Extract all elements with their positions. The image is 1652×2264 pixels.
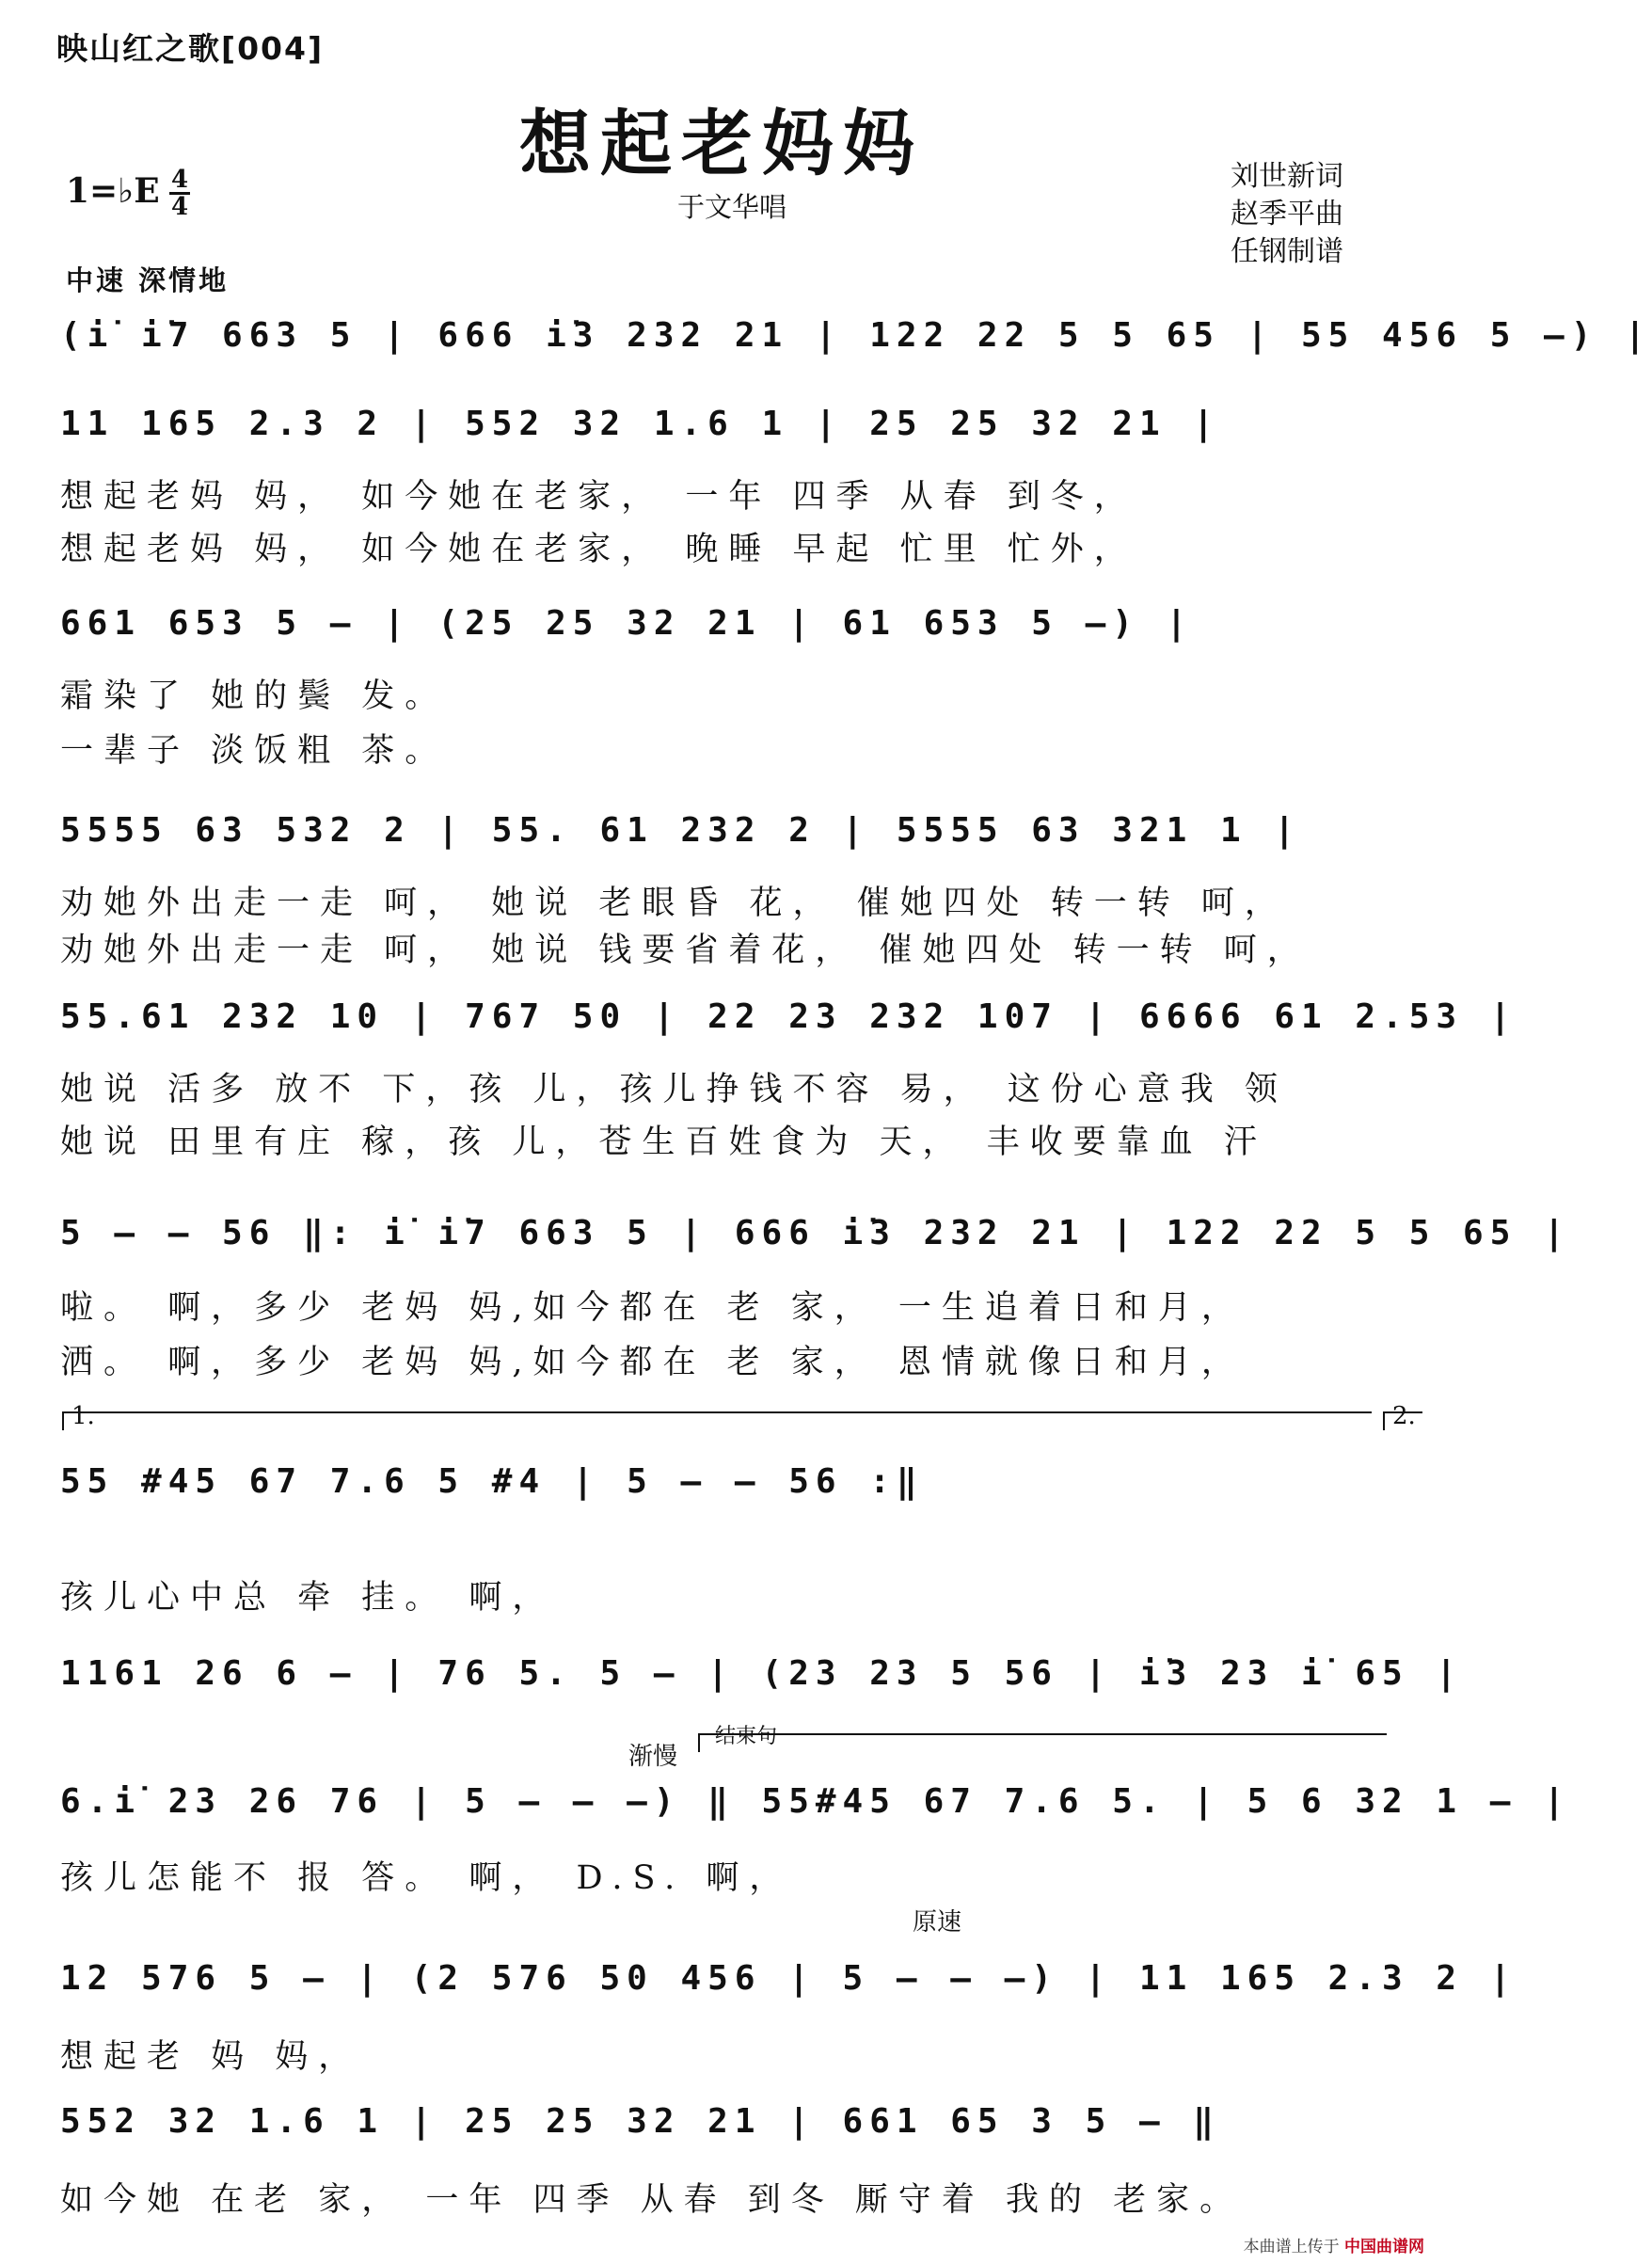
notation-row-4: 5555 63 532 2 | 55. 61 232 2 | 5555 63 321 1 | [60, 811, 1301, 850]
ending-label: 结束句 [715, 1725, 778, 1748]
footer-site[interactable]: 中国曲谱网 [1344, 2238, 1424, 2256]
lyric-row-9: 孩儿怎能不 报 答。 啊， D.S. 啊， [60, 1859, 793, 1897]
volta-2-label: 2. [1392, 1402, 1416, 1430]
credits [1231, 158, 1343, 271]
lyric-row-3-verse-2: 一辈子 淡饭粗 茶。 [60, 732, 449, 770]
lyric-row-5-verse-2: 她说 田里有庄 稼，孩 儿，苍生百姓食为 天， 丰收要靠血 汗 [60, 1124, 1267, 1161]
time-signature-top: 4 [170, 166, 189, 194]
notation-row-8: 1161 26 6 – | 76 5. 5 – | (23 23 5 56 | i̇3 23 i̇ 65 | [60, 1654, 1464, 1693]
lyric-row-2-verse-2: 想起老妈 妈， 如今她在老家， 晚睡 早起 忙里 忙外， [60, 531, 1137, 568]
notation-row-7: 55 #45 67 7.6 5 #4 | 5 – – 56 :‖ [60, 1462, 924, 1501]
notation-row-11: 552 32 1.6 1 | 25 25 32 21 | 661 65 3 5 – ‖ [60, 2102, 1220, 2141]
ritardando-mark: 渐慢 [628, 1743, 678, 1771]
notation-row-5: 55.61 232 10 | 767 50 | 22 23 232 107 | 6666 61 2.53 | [60, 997, 1517, 1036]
time-signature [169, 167, 190, 219]
lyric-row-7: 孩儿心中总 牵 挂。 啊， [60, 1579, 556, 1617]
lyric-row-6-verse-2: 洒。 啊，多少 老妈 妈,如今都在 老 家， 恩情就像日和月， [60, 1344, 1245, 1381]
key-signature: 1=♭E [66, 171, 160, 211]
engraver: 任钢制谱 [1231, 235, 1343, 268]
ending-bracket [698, 1733, 1387, 1752]
a-tempo-mark: 原速 [913, 1908, 962, 1937]
lyric-row-10: 想起老 妈 妈， [60, 2038, 362, 2076]
series-label: 映山红之歌[004] [56, 30, 325, 67]
composer: 赵季平曲 [1231, 198, 1343, 231]
lyric-row-5-verse-1: 她说 活多 放不 下，孩 儿，孩儿挣钱不容 易， 这份心意我 领 [60, 1071, 1288, 1108]
lyric-row-11: 如今她 在老 家， 一年 四季 从春 到冬 厮守着 我的 老家。 [60, 2181, 1244, 2219]
notation-row-3: 661 653 5 – | (25 25 32 21 | 61 653 5 –) | [60, 604, 1194, 643]
lyricist: 刘世新词 [1231, 160, 1343, 193]
lyric-row-2-verse-1: 想起老妈 妈， 如今她在老家， 一年 四季 从春 到冬， [60, 478, 1137, 516]
time-signature-bottom: 4 [170, 193, 189, 221]
song-title: 想起老妈妈 [519, 102, 924, 185]
volta-1-label: 1. [71, 1402, 95, 1430]
notation-row-6: 5 – – 56 ‖: i̇ i̇7 663 5 | 666 i̇3 232 21 | 122 22 5 5 65 | [60, 1214, 1571, 1252]
notation-row-10: 12 576 5 – | (2 576 50 456 | 5 – – –) | 11 165 2.3 2 | [60, 1959, 1517, 1998]
notation-row-2: 11 165 2.3 2 | 552 32 1.6 1 | 25 25 32 21 | [60, 405, 1220, 443]
lyric-row-4-verse-2: 劝她外出走一走 呵， 她说 钱要省着花， 催她四处 转一转 呵， [60, 932, 1310, 969]
lyric-row-4-verse-1: 劝她外出走一走 呵， 她说 老眼昏 花， 催她四处 转一转 呵， [60, 885, 1288, 922]
footer-credit [1244, 2233, 1424, 2256]
volta-bracket-1 [62, 1411, 1372, 1430]
lyric-row-6-verse-1: 啦。 啊，多少 老妈 妈,如今都在 老 家， 一生追着日和月， [60, 1289, 1245, 1327]
notation-row-1: (i̇ i̇7 663 5 | 666 i̇3 232 21 | 122 22 5 5 65 | 55 456 5 –) | [60, 316, 1652, 355]
notation-row-9: 6.i̇ 23 26 76 | 5 – – –) ‖ 55#45 67 7.6 5. | 5 6 32 1 – | [60, 1782, 1571, 1821]
footer-uploader: 本曲谱上传于 [1243, 2238, 1340, 2256]
tempo-marking: 中速 深情地 [66, 264, 230, 296]
singer: 于文华唱 [677, 191, 787, 223]
lyric-row-3-verse-1: 霜染了 她的鬓 发。 [60, 678, 449, 715]
